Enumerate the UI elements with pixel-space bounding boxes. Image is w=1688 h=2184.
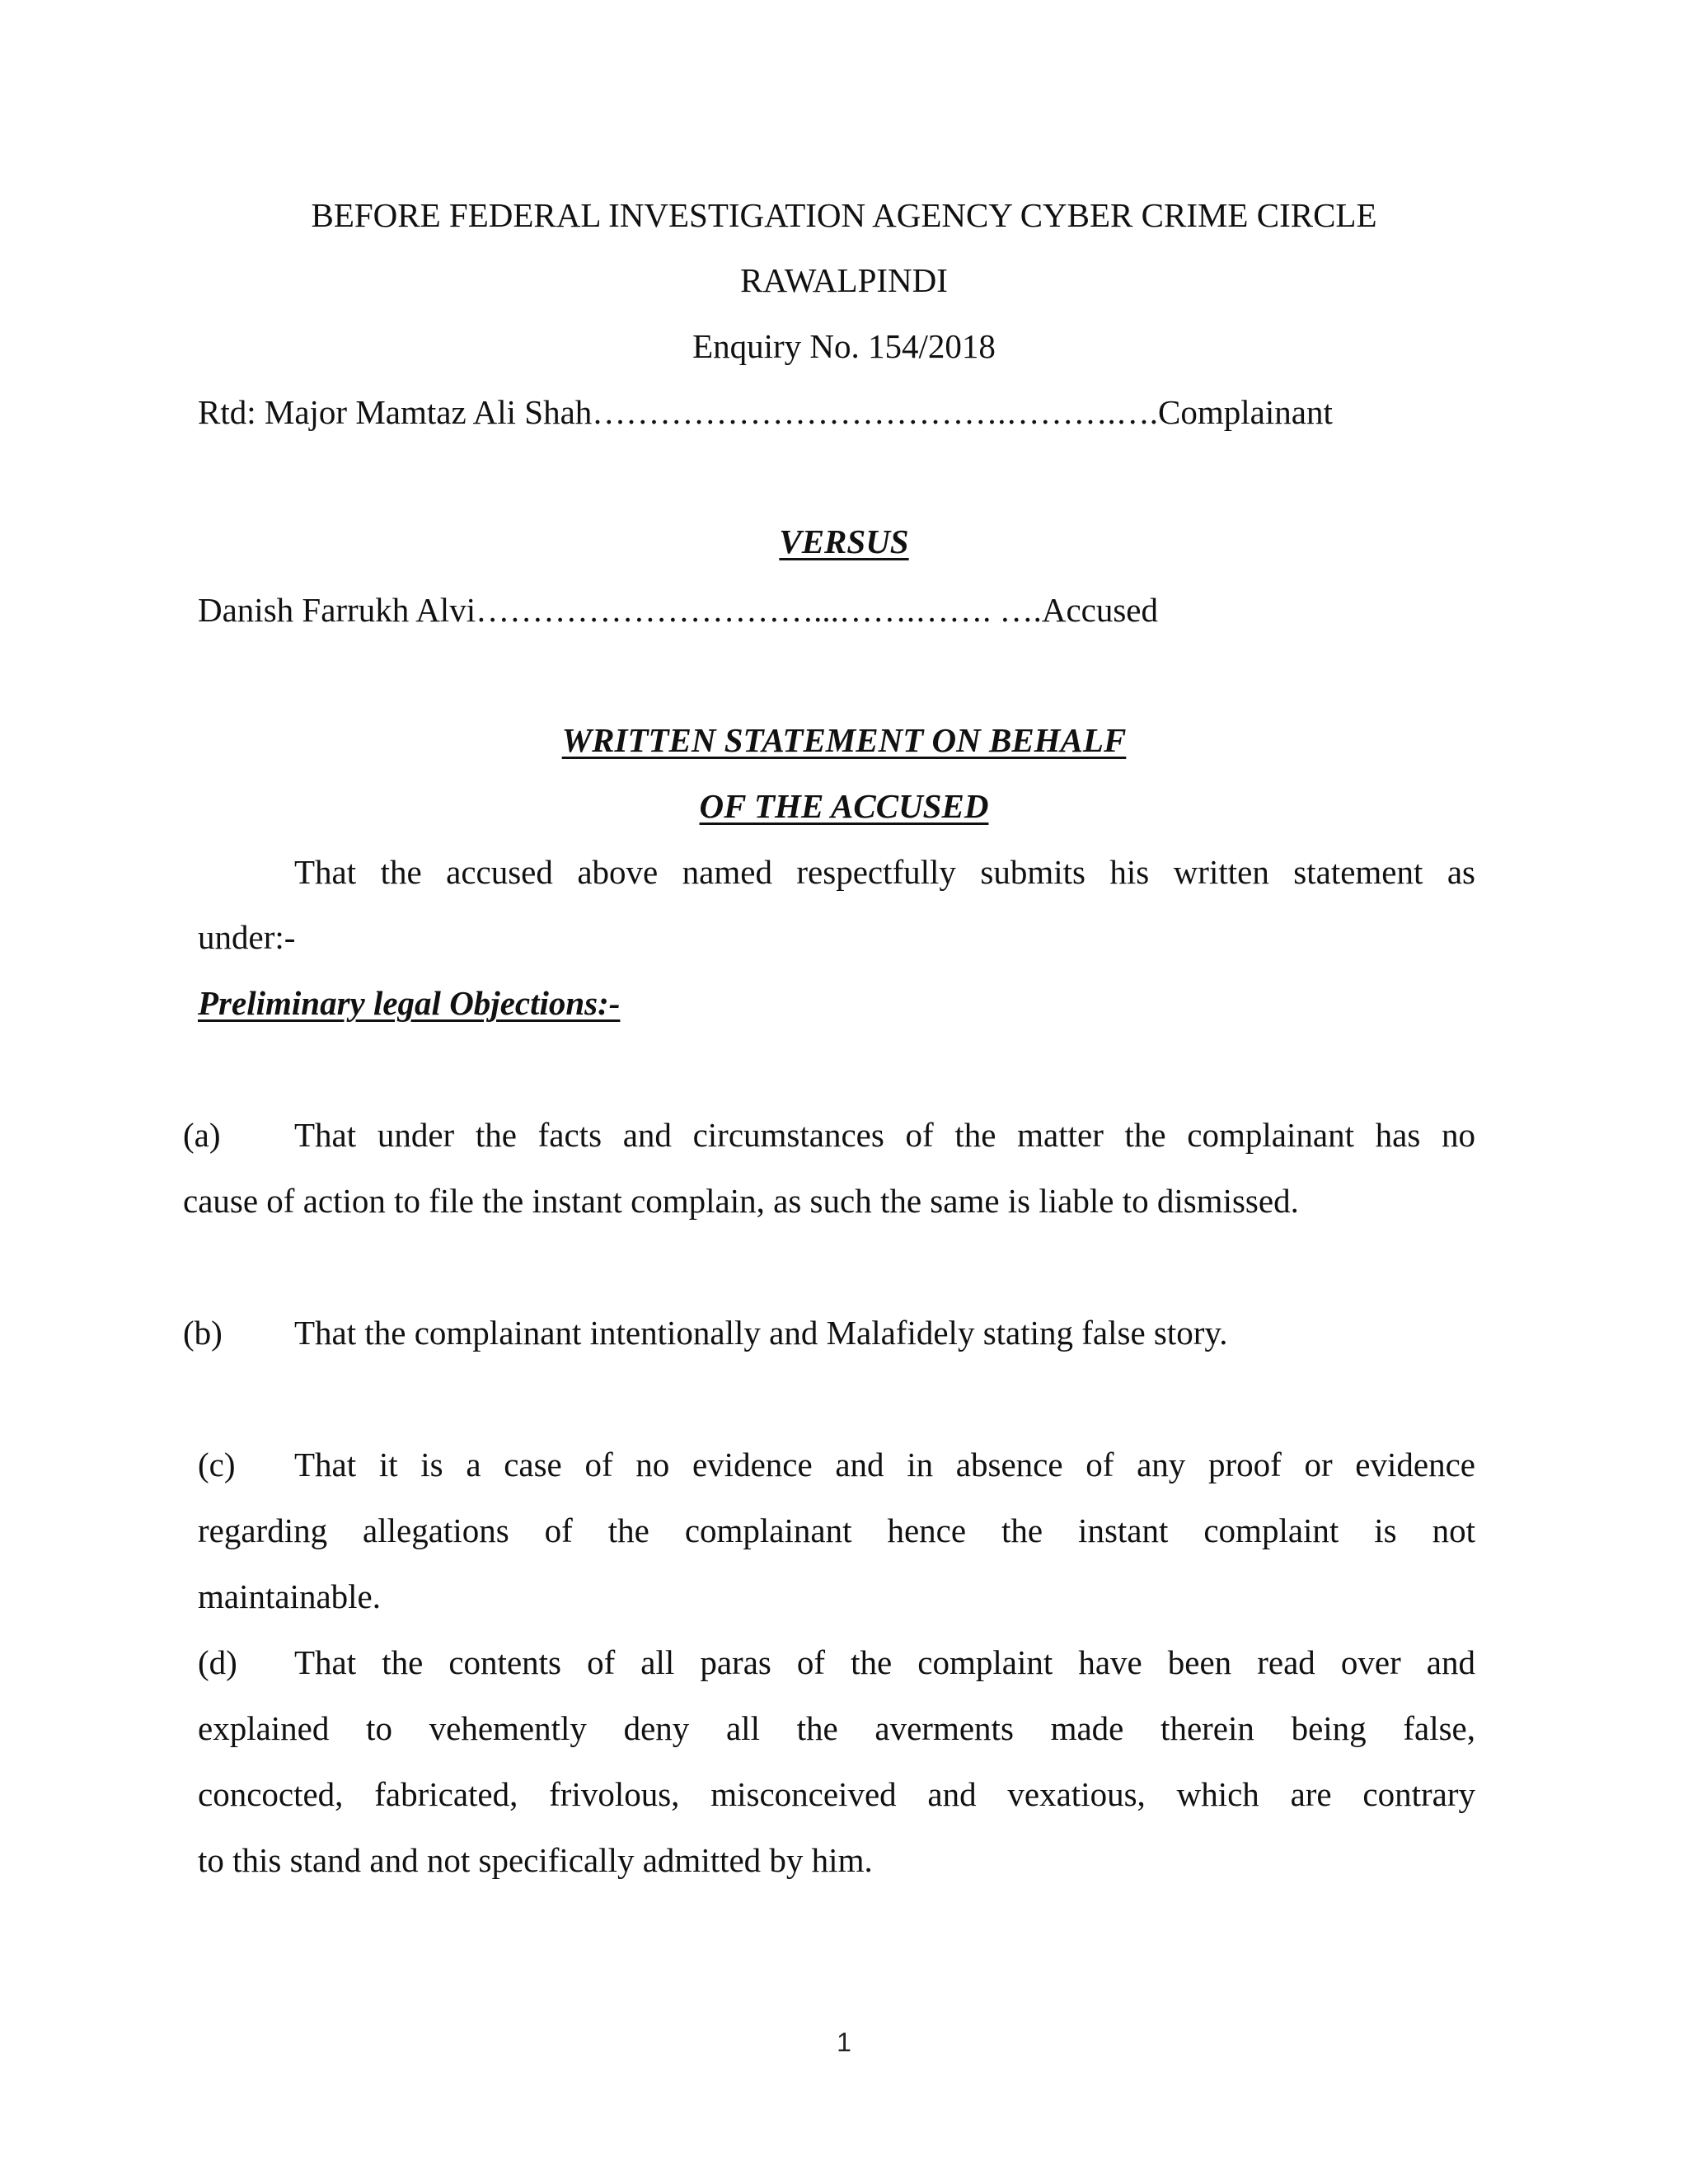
objection-d-line-3: concocted, fabricated, frivolous, misconceived and vexatious, which are contrary — [198, 1775, 1475, 1813]
objection-d-line-2: explained to vehemently deny all the averments made therein being false, — [198, 1709, 1475, 1747]
objection-c-line-3: maintainable. — [198, 1577, 381, 1615]
objection-a-label: (a) — [183, 1116, 221, 1154]
versus-heading: VERSUS — [779, 523, 909, 560]
objection-a-line-1: That under the facts and circumstances of the matter the complainant has no — [294, 1116, 1475, 1154]
intro-line-1: That the accused above named respectfully submits his written statement as — [294, 853, 1475, 891]
intro-line-2: under:- — [198, 918, 296, 956]
objection-c-label: (c) — [198, 1446, 236, 1483]
objection-d-line-4: to this stand and not specifically admitted by him. — [198, 1841, 873, 1879]
section-heading: Preliminary legal Objections:- — [198, 984, 621, 1022]
title-line-2: OF THE ACCUSED — [699, 787, 989, 825]
header-line-1: BEFORE FEDERAL INVESTIGATION AGENCY CYBER CRIME CIRCLE — [311, 196, 1377, 234]
title-line-1: WRITTEN STATEMENT ON BEHALF — [561, 721, 1127, 759]
header-line-2: RAWALPINDI — [740, 261, 948, 299]
page-number: 1 — [837, 2027, 851, 2057]
objection-b-label: (b) — [183, 1314, 223, 1352]
objection-d-line-1: That the contents of all paras of the complaint have been read over and — [294, 1643, 1475, 1681]
objection-c-line-2: regarding allegations of the complainant hence the instant complaint is not — [198, 1511, 1475, 1549]
objection-a-line-2: cause of action to file the instant complain, as such the same is liable to dismissed. — [183, 1182, 1299, 1220]
enquiry-number: Enquiry No. 154/2018 — [692, 327, 996, 365]
objection-b-line-1: That the complainant intentionally and Malafidely stating false story. — [294, 1314, 1228, 1352]
objection-c-line-1: That it is a case of no evidence and in absence of any proof or evidence — [294, 1446, 1475, 1483]
objection-d-label: (d) — [198, 1643, 237, 1681]
complainant-line: Rtd: Major Mamtaz Ali Shah……………………………….……….….Complainant — [198, 393, 1333, 431]
accused-line: Danish Farrukh Alvi…………………………...…….……. ….Accused — [198, 591, 1158, 629]
